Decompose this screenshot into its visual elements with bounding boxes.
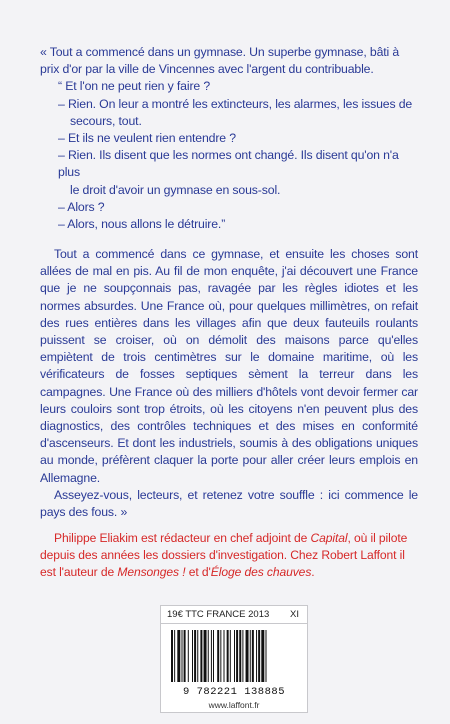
publisher-url: www.laffont.fr (208, 700, 260, 710)
barcode-bar (224, 630, 225, 682)
book-title: Mensonges ! (117, 565, 186, 580)
barcode-bar (258, 630, 260, 682)
blurb-closing: Asseyez-vous, lecteurs, et retenez votre souffle : ici commence le pays des fous. » (40, 487, 418, 520)
bio-text: . (311, 565, 315, 580)
bio-text: Philippe Eliakim est rédacteur en chef adjoint de (54, 531, 311, 545)
barcode-bar (217, 630, 219, 682)
price-text: 19€ TTC FRANCE 2013 (167, 609, 270, 620)
barcode-bar (182, 630, 183, 682)
barcode-bar (194, 630, 196, 682)
dialogue-line: – Rien. On leur a montré les extincteurs, les alarmes, les issues de (58, 96, 413, 111)
barcode-bar (227, 630, 229, 682)
dialogue-line: le droit d'avoir un gymnase en sous-sol. (70, 182, 281, 197)
bio-text: et d' (185, 565, 211, 580)
dialogue-line: secours, tout. (70, 113, 142, 128)
dialogue-line: – Alors, nous allons le détruire.” (58, 217, 226, 232)
dialogue-line: – Rien. Ils disent que les normes ont changé. Ils disent qu'on n'a plus (58, 148, 399, 180)
barcode-bar (261, 630, 264, 682)
barcode-bar (208, 630, 209, 682)
barcode-bar (184, 630, 186, 682)
barcode-bar (256, 630, 257, 682)
blurb-paragraph: Tout a commencé dans ce gymnase, et ensuite les choses sont allées de mal en pis. Au fil de mon enquête, j'ai découvert une France que je ne soupçonnais pas, ravagée par les règles idiotes et les normes absurdes. Une France où, pour quelques millimètres, on refait des rues entières dans les villages afin que deux fauteuils roulants puissent se croiser, où on démolit des maisons parce qu'elles empiètent de trois centimètres sur le domaine maritime, où les vérificateurs de fosses septiques sèment la terreur dans les campagnes. Une France où des milliers d'hôtels vont devoir fermer car leurs couloirs sont trop étroits, où les citoyens n'en peuvent plus des diagnostics, des contrôles techniques et des mises en conformité d'ascenseurs. Et dont les industriels, soumis à des obligations uniques au monde, préfèrent claquer la porte pour aller créer leurs emplois en Allemagne. (40, 247, 418, 485)
barcode-bar (192, 630, 193, 682)
barcode-bar (234, 630, 235, 682)
barcode-bar (197, 630, 198, 682)
price-label (161, 606, 307, 624)
barcode-bar (177, 630, 180, 682)
dialogue-line: “ Et l'on ne peut rien y faire ? (58, 79, 211, 94)
barcode-bar (236, 630, 238, 682)
bio-text: , où il pilote depuis des années les dossiers d'investigation. Chez Robert Laffont il est l'auteur de (40, 531, 408, 580)
barcode-bar (174, 630, 175, 682)
barcode-bar (220, 630, 221, 682)
barcode-bar (204, 630, 207, 682)
dialogue-line: – Et ils ne veulent rien entendre ? (58, 131, 236, 146)
author-bio-text (40, 530, 418, 582)
magazine-title: Capital (310, 531, 348, 545)
isbn-number: 9 782221 138885 (182, 686, 285, 698)
barcode-bar (230, 630, 231, 682)
barcode-panel (160, 605, 308, 713)
author-bio (40, 530, 418, 582)
opening-quote (40, 44, 418, 233)
barcode-bar (213, 630, 214, 682)
barcode-bar (200, 630, 202, 682)
barcode-bar (242, 630, 243, 682)
barcode-bar (239, 630, 241, 682)
blurb-body (40, 246, 418, 521)
price-code: XI (290, 609, 299, 620)
barcode-bar (188, 630, 189, 682)
barcode-icon (171, 630, 301, 682)
quote-intro: « Tout a commencé dans un gymnase. Un superbe gymnase, bâti à prix d'or par la ville de Vincennes avec l'argent du contribuable. (40, 45, 400, 77)
dialogue-line: – Alors ? (58, 199, 105, 214)
barcode-bar (266, 630, 267, 682)
barcode-bar (211, 630, 212, 682)
book-title: Éloge des chauves (210, 565, 312, 580)
barcode-bar (250, 630, 251, 682)
barcode-bar (246, 630, 249, 682)
barcode-bar (252, 630, 254, 682)
barcode-bar (171, 630, 173, 682)
